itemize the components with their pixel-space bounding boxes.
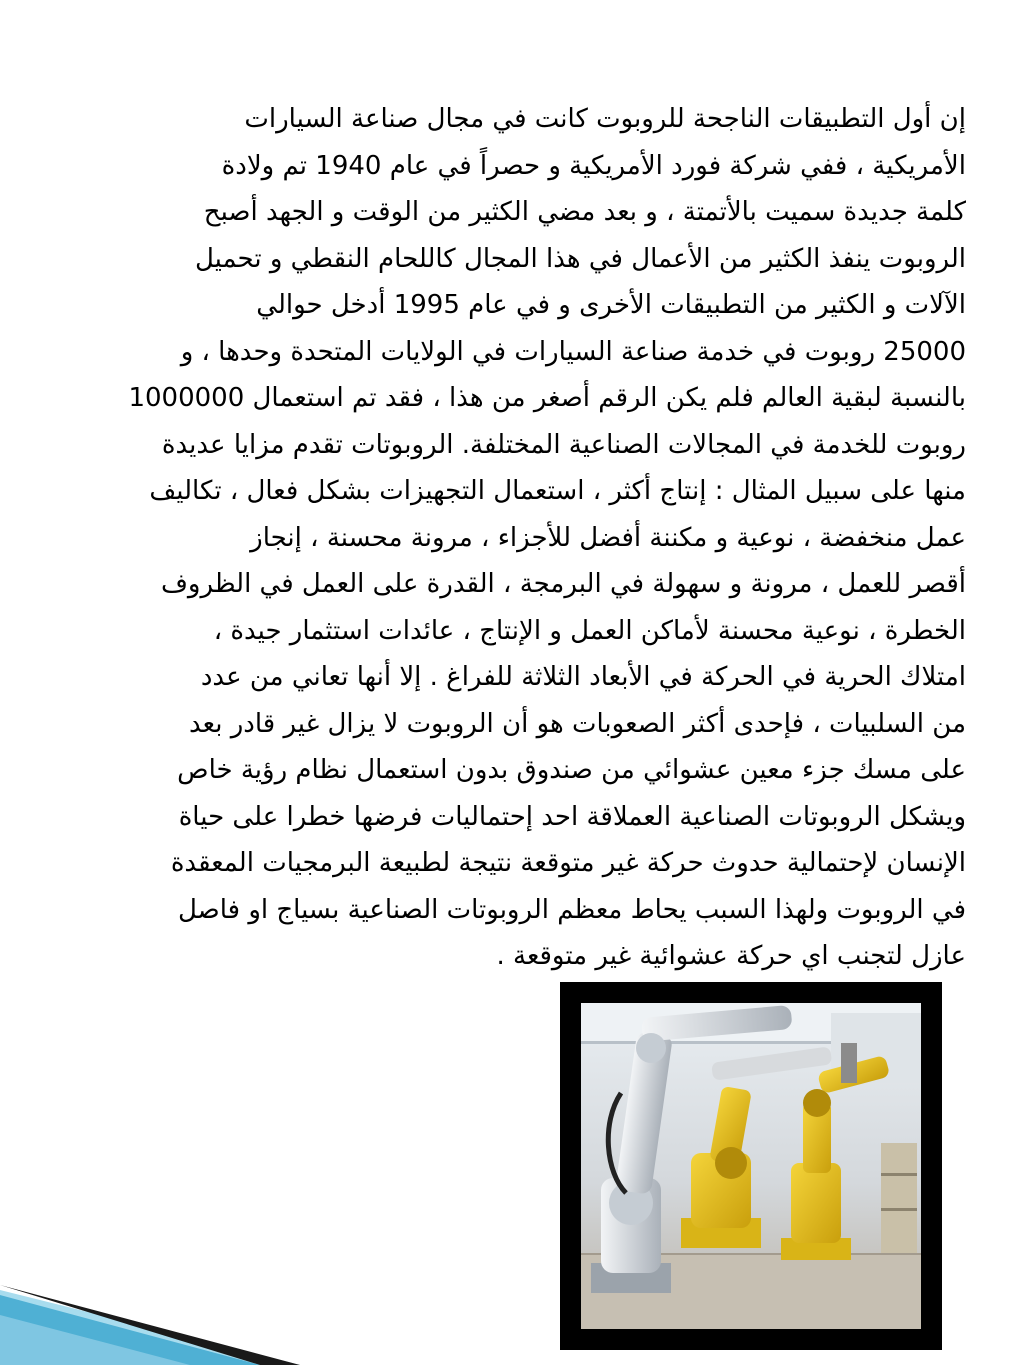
- text-line: الخطرة ، نوعية محسنة لأماكن العمل و الإنتاج ، عائدات استثمار جيدة ،: [213, 615, 966, 646]
- text-line: منها على سبيل المثال : إنتاج أكثر ، استعمال التجهيزات بشكل فعال ، تكاليف: [149, 476, 966, 506]
- text-line: أقصر للعمل ، مرونة و سهولة في البرمجة ، القدرة على العمل في الظروف: [160, 569, 966, 599]
- text-line: الأمريكية ، ففي شركة فورد الأمريكية و حصراً في عام 1940 تم ولادة: [221, 150, 966, 181]
- arabic-paragraph: [44, 96, 966, 980]
- text-line: روبوت للخدمة في المجالات الصناعية المختلفة. الروبوتات تقدم مزايا عديدة: [161, 429, 966, 460]
- robot-photo: [581, 1003, 921, 1329]
- text-line: إن أول التطبيقات الناجحة للروبوت كانت في مجال صناعة السيارات: [244, 104, 966, 134]
- text-line: الروبوت ينفذ الكثير من الأعمال في هذا المجال كاللحام النقطي و تحميل: [194, 243, 966, 274]
- text-line: الإنسان لإحتمالية حدوث حركة غير متوقعة نتيجة لطبيعة البرمجيات المعقدة: [170, 848, 966, 878]
- robot-photo-frame: [560, 982, 942, 1350]
- text-line: عازل لتجنب اي حركة عشوائية غير متوقعة .: [496, 941, 966, 971]
- corner-decoration: [0, 1145, 560, 1365]
- text-line: بالنسبة لبقية العالم فلم يكن الرقم أصغر من هذا ، فقد تم استعمال 1000000: [128, 383, 966, 413]
- text-line: من السلبيات ، فإحدى أكثر الصعوبات هو أن الروبوت لا يزال غير قادر بعد: [189, 708, 966, 739]
- text-line: ويشكل الروبوتات الصناعية العملاقة احد إحتماليات فرضها خطرا على حياة: [178, 801, 966, 832]
- text-line: في الروبوت ولهذا السبب يحاط معظم الروبوتات الصناعية بسياج او فاصل: [177, 894, 966, 925]
- text-line: 25000 روبوت في خدمة صناعة السيارات في الولايات المتحدة وحدها ، و: [180, 336, 966, 367]
- text-line: كلمة جديدة سميت بالأتمتة ، و بعد مضي الكثير من الوقت و الجهد أصبح: [203, 197, 966, 227]
- text-line: امتلاك الحرية في الحركة في الأبعاد الثلاثة للفراغ . إلا أنها تعاني من عدد: [200, 662, 966, 692]
- text-line: عمل منخفضة ، نوعية و مكننة أفضل للأجزاء ، مرونة محسنة ، إنجاز: [250, 522, 966, 553]
- text-line: على مسك جزء معين عشوائي من صندوق بدون استعمال نظام رؤية خاص: [177, 755, 966, 785]
- text-line: الآلات و الكثير من التطبيقات الأخرى و في عام 1995 أدخل حوالي: [256, 290, 966, 320]
